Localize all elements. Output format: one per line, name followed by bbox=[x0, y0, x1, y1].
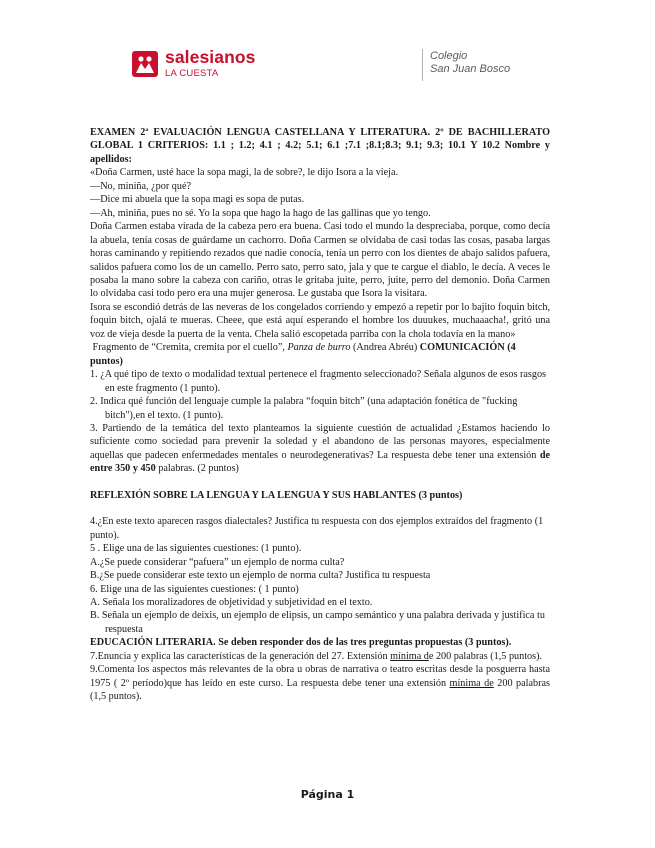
section-comunicacion: COMUNICACIÓN (4 puntos) bbox=[90, 342, 516, 367]
question-3 bbox=[90, 422, 550, 476]
question-9-text: 9.Comenta los aspectos más relevantes de la obra u obras de narrativa o teatro escritas desde la posguerra hasta 1975 ( 2º período)que has leído en este curso. La respuesta debe tener una extensión bbox=[90, 664, 550, 689]
dialogue-line-3: —Dice mi abuela que la sopa magi es sopa de putas. bbox=[90, 194, 305, 206]
salesianos-logo-icon bbox=[132, 51, 158, 77]
question-6-option-a: A. Señala los moralizadores de objetividad y subjetividad en el texto. bbox=[90, 596, 373, 608]
brand-subtitle: LA CUESTA bbox=[165, 68, 219, 79]
source-author: (Andrea Abréu) bbox=[350, 342, 420, 354]
header-divider bbox=[422, 49, 423, 81]
question-3-end: palabras. (2 puntos) bbox=[155, 463, 239, 475]
source-line bbox=[90, 341, 550, 368]
page-header bbox=[132, 48, 552, 82]
question-1: 1. ¿A qué tipo de texto o modalidad textual pertenece el fragmento seleccionado? Señala algunos de esos rasgos en este fragmento (1 punto). bbox=[90, 369, 547, 394]
section-literaria: EDUCACIÓN LITERARIA. Se deben responder dos de las tres preguntas propuestas (3 puntos). bbox=[90, 637, 512, 649]
source-prefix: Fragmento de “Cremita, cremita por el cuello”, bbox=[92, 342, 288, 354]
school-name bbox=[430, 50, 510, 76]
exam-title: EXAMEN 2ª EVALUACIÓN LENGUA CASTELLANA Y LITERATURA. 2º DE BACHILLERATO GLOBAL 1 CRITERIOS: 1.1 ; 1.2; 4.1 ; 4.2; 5.1; 6.1 ;7.1 ;8.1;8.3; 9.1; 9.3; 10.1 Y 10.2 Nombre y apellidos: bbox=[90, 127, 550, 165]
question-9 bbox=[90, 663, 550, 703]
question-7 bbox=[90, 650, 550, 663]
question-6-option-b: B. Señala un ejemplo de deixis, un ejemplo de elipsis, un campo semántico y una palabra derivada y justifica tu respuesta bbox=[90, 610, 545, 635]
question-5-option-a: A.¿Se puede considerar “pafuera” un ejemplo de norma culta? bbox=[90, 556, 345, 568]
section-reflexion: REFLEXIÓN SOBRE LA LENGUA Y LA LENGUA Y SUS HABLANTES (3 puntos) bbox=[90, 489, 463, 501]
question-6: 6. Elige una de las siguientes cuestiones: ( 1 punto) bbox=[90, 583, 299, 595]
dialogue-line-2: —No, miniña, ¿por qué? bbox=[90, 180, 191, 192]
source-title: Panza de burro bbox=[287, 342, 351, 354]
question-2: 2. Indica qué función del lenguaje cumple la palabra “foquin bitch” (una adaptación fonética de "fucking bitch"),en el texto. (1 punto). bbox=[90, 396, 518, 421]
page-number: Página 1 bbox=[300, 788, 355, 801]
exam-content bbox=[90, 126, 550, 704]
question-7-underlined: mínima d bbox=[390, 650, 429, 662]
question-4: 4.¿En este texto aparecen rasgos dialectales? Justifica tu respuesta con dos ejemplos extraídos del fragmento (1 punto). bbox=[90, 516, 544, 541]
question-9-end: 200 palabras (1,5 puntos). bbox=[90, 677, 550, 703]
dialogue-line-4: —Ah, miniña, pues no sé. Yo la sopa que hago la hago de las gallinas que yo tengo. bbox=[90, 207, 431, 219]
question-5: 5 . Elige una de las siguientes cuestiones: (1 punto). bbox=[90, 543, 302, 555]
brand-name: salesianos bbox=[165, 47, 256, 67]
school-line-2: San Juan Bosco bbox=[430, 63, 511, 75]
school-line-1: Colegio bbox=[430, 50, 468, 62]
question-5-option-b: B.¿Se puede considerar este texto un ejemplo de norma culta? Justifica tu respuesta bbox=[90, 570, 431, 582]
text-paragraph-2: Isora se escondió detrás de las neveras de los congelados corriendo y empezó a repetir por lo bajito foquin bitch, foquin bitch, ojalá te mueras. Cheee, que está aquí esperando el hombre los duuukes, muchaaacha!, gritó una voz de vieja desde la puerta de la venta. Chela salió escopetada parriba con la chola todavía en la mano» bbox=[90, 301, 550, 340]
question-7-text: 7.Enuncia y explica las características de la generación del 27. Extensión bbox=[90, 650, 391, 662]
question-3-text: 3. Partiendo de la temática del texto planteamos la siguiente cuestión de actualidad ¿Estamos haciendo lo suficiente como sociedad para prevenir la soledad y el abandono de las personas mayores, especialmente aquellas que padecen enfermedades mentales o neurodegenerativas? La respuesta debe tener una extensión bbox=[90, 422, 550, 461]
question-9-underlined: mínima de bbox=[449, 677, 494, 689]
question-3-length: de entre 350 y 450 bbox=[90, 449, 550, 475]
brand-block bbox=[165, 48, 256, 80]
question-7-end: e 200 palabras (1,5 puntos). bbox=[428, 650, 543, 662]
dialogue-line-1: «Doña Carmen, usté hace la sopa magi, la de sobre?, le dijo Isora a la vieja. bbox=[90, 167, 399, 179]
text-paragraph-1: Doña Carmen estaba virada de la cabeza pero era buena. Casi todo el mundo la despreciaba, porque, como decía la abuela, tenía cosas de guárdame un cachorro. Doña Carmen se olvidaba de casi todas las cosas, pasaba largas horas caminando y repitiendo rezados que nadie conocía, tenía un perro con los dientes de abajo salidos pafuera, salidos pafuera como los de un camello. Perro sato, perro sato, jala y que te cargue el diablo, le decía. A veces le posaba la mano sobre la cabeza con cariño, otras le gritaba juite, perro, juite, perro del demonio. Doña Carmen lo olvidaba casi todo pero era una mujer generosa. Le gustaba que Isora la visitara. bbox=[90, 221, 550, 300]
